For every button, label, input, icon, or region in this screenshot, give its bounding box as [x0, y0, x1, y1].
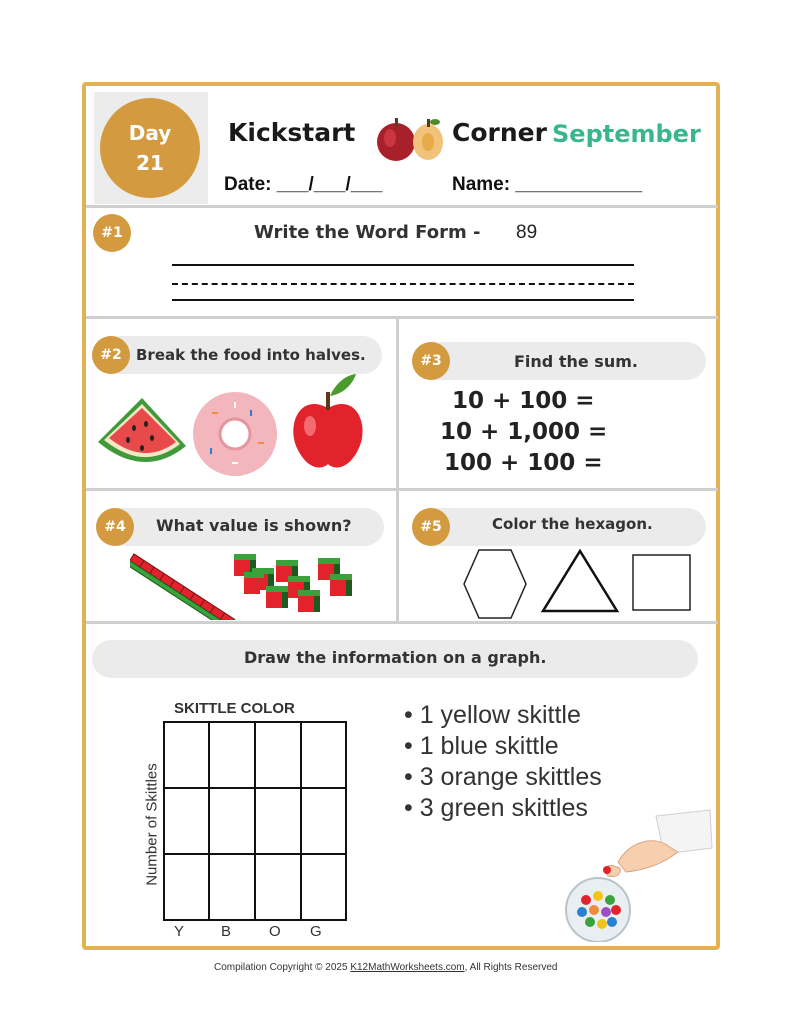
writing-line-bottom[interactable]	[172, 299, 634, 301]
x-label-orange: O	[269, 923, 281, 940]
sum-equation-1: 10 + 100 =	[452, 388, 595, 414]
q1-value: 89	[516, 222, 538, 243]
q5-prompt: Color the hexagon.	[492, 515, 653, 533]
date-field[interactable]: Date: ___/___/___	[224, 174, 383, 195]
unit-cubes-icon	[230, 552, 360, 618]
square-shape[interactable]	[632, 554, 692, 612]
divider	[86, 316, 718, 319]
title-corner: Corner	[452, 118, 547, 147]
list-item: • 1 yellow skittle	[404, 701, 581, 729]
q1-prompt: Write the Word Form -	[254, 222, 481, 243]
title-kickstart: Kickstart	[228, 118, 356, 147]
day-badge	[100, 98, 200, 198]
question-number-3: #3	[412, 342, 450, 380]
list-item: • 3 orange skittles	[404, 763, 602, 791]
list-item: • 1 blue skittle	[404, 732, 559, 760]
divider	[86, 621, 718, 624]
site-link[interactable]: K12MathWorksheets.com	[350, 962, 465, 973]
graph-title: SKITTLE COLOR	[174, 700, 295, 717]
divider-vertical	[396, 316, 399, 621]
hexagon-shape[interactable]	[462, 548, 528, 620]
watermelon-icon	[94, 392, 190, 472]
sum-equation-2: 10 + 1,000 =	[440, 419, 608, 445]
hand-with-skittles-icon	[560, 806, 714, 942]
q2-prompt: Break the food into halves.	[136, 346, 366, 364]
sum-equation-3: 100 + 100 =	[444, 450, 603, 476]
day-label: Day	[128, 121, 172, 145]
q6-prompt: Draw the information on a graph.	[244, 648, 547, 667]
apples-icon	[372, 114, 448, 162]
divider	[86, 488, 718, 491]
name-field[interactable]: Name: ____________	[452, 174, 643, 195]
graph-y-axis-label: Number of Skittles	[143, 763, 161, 886]
x-label-green: G	[310, 923, 322, 940]
triangle-shape[interactable]	[540, 548, 620, 614]
blank-bar-graph-grid[interactable]	[162, 720, 348, 922]
day-number: 21	[136, 151, 164, 175]
question-number-1: #1	[93, 214, 131, 252]
month-label: September	[552, 120, 701, 148]
question-number-2: #2	[92, 336, 130, 374]
copyright-footer: Compilation Copyright © 2025 K12MathWorksheets.com, All Rights Reserved	[214, 962, 558, 973]
tens-rod-icon	[130, 548, 244, 620]
q4-prompt: What value is shown?	[156, 516, 352, 535]
x-label-yellow: Y	[174, 923, 185, 940]
x-label-blue: B	[221, 923, 232, 940]
question-number-5: #5	[412, 508, 450, 546]
question-number-4: #4	[96, 508, 134, 546]
donut-icon	[190, 390, 280, 478]
list-item: • 3 green skittles	[404, 794, 588, 822]
writing-line-top	[172, 264, 634, 266]
apple-icon	[286, 370, 370, 474]
q3-prompt: Find the sum.	[514, 352, 638, 371]
writing-line-middle	[172, 283, 634, 285]
divider	[86, 205, 718, 208]
